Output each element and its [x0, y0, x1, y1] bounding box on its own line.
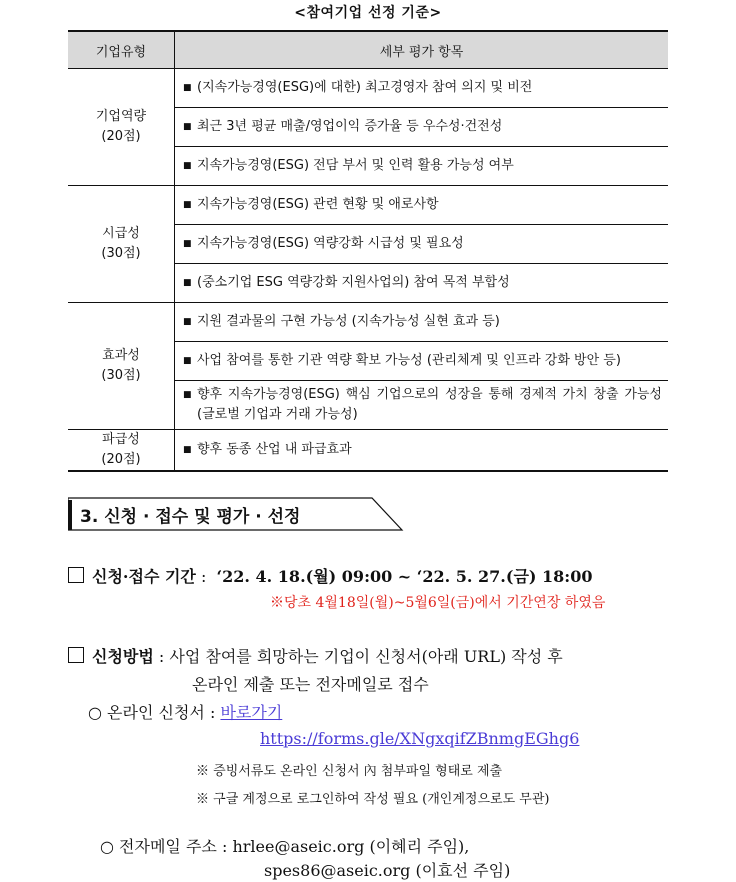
bullet-icon: ■: [183, 239, 192, 249]
note-google-login: ※ 구글 계정으로 로그인하여 작성 필요 (개인계정으로도 무관): [196, 792, 550, 807]
form-url-link[interactable]: https://forms.gle/XNgxqifZBnmgEGhg6: [260, 729, 580, 748]
group-cell: [68, 69, 175, 186]
email-row: [100, 834, 469, 857]
group-score: (20점): [101, 129, 141, 144]
col-header-items: 세부 평가 항목: [175, 31, 669, 69]
period-value: ‘22. 4. 18.(월) 09:00 ~ ‘22. 5. 27.(금) 18:00: [216, 567, 593, 586]
checkbox-icon: [68, 567, 84, 583]
method-text-2: 온라인 제출 또는 전자메일로 접수: [192, 675, 429, 694]
bullet-icon: ■: [183, 445, 192, 455]
method-row: [68, 644, 563, 667]
criteria-item: (중소기업 ESG 역량강화 지원사업의) 참여 목적 부합성: [197, 275, 510, 290]
group-score: (20점): [101, 452, 141, 467]
section-title: 3. 신청 · 접수 및 평가 · 선정: [80, 507, 301, 527]
period-row: [68, 564, 592, 587]
checkbox-icon: [68, 647, 84, 663]
bullet-icon: ■: [183, 200, 192, 210]
table-row: [68, 186, 668, 225]
section-header: [68, 496, 404, 532]
criteria-item: 사업 참여를 통한 기관 역량 확보 가능성 (관리체계 및 인프라 강화 방안 등): [197, 353, 621, 368]
online-label: ○ 온라인 신청서 :: [88, 703, 216, 722]
email-2[interactable]: spes86@aseic.org (이효선 주임): [264, 861, 511, 880]
criteria-item: 지속가능경영(ESG) 관련 현황 및 애로사항: [197, 197, 439, 212]
criteria-title: <참여기업 선정 기준>: [294, 5, 442, 21]
group-name: 효과성: [102, 348, 140, 363]
criteria-item: 지속가능경영(ESG) 역량강화 시급성 및 필요성: [197, 236, 464, 251]
method-label: 신청방법: [92, 647, 154, 666]
criteria-item: 지속가능경영(ESG) 전담 부서 및 인력 활용 가능성 여부: [197, 158, 514, 173]
criteria-item: 지원 결과물의 구현 가능성 (지속가능성 실현 효과 등): [197, 314, 500, 329]
bullet-icon: ■: [183, 356, 192, 366]
email-label: ○ 전자메일 주소 :: [100, 837, 228, 856]
group-score: (30점): [101, 368, 141, 383]
col-header-type: 기업유형: [68, 31, 175, 69]
criteria-item: 최근 3년 평균 매출/영업이익 증가율 등 우수성·건전성: [197, 119, 503, 134]
group-cell: [68, 430, 175, 472]
group-score: (30점): [101, 246, 141, 261]
table-row: [68, 69, 668, 108]
bullet-icon: ■: [183, 390, 192, 400]
period-colon: :: [195, 567, 207, 586]
criteria-item: 향후 지속가능경영(ESG) 핵심 기업으로의 성장을 통해 경제적 가치 창출 가능성 (글로벌 기업과 거래 가능성): [197, 387, 662, 422]
group-cell: [68, 303, 175, 430]
group-name: 시급성: [102, 226, 140, 241]
group-name: 파급성: [102, 432, 140, 447]
group-cell: [68, 186, 175, 303]
table-row: [68, 303, 668, 342]
bullet-icon: ■: [183, 317, 192, 327]
period-note: ※당초 4월18일(월)~5월6일(금)에서 기간연장 하였음: [270, 595, 606, 611]
online-row: [88, 700, 282, 723]
email-1[interactable]: hrlee@aseic.org (이혜리 주임),: [232, 837, 470, 856]
online-link[interactable]: 바로가기: [220, 703, 283, 722]
table-row: [68, 430, 668, 472]
note-evidence: ※ 증빙서류도 온라인 신청서 內 첨부파일 형태로 제출: [196, 764, 503, 779]
bullet-icon: ■: [183, 278, 192, 288]
method-text: : 사업 참여를 희망하는 기업이 신청서(아래 URL) 작성 후: [158, 647, 563, 666]
criteria-item: 향후 동종 산업 내 파급효과: [197, 442, 352, 457]
group-name: 기업역량: [95, 109, 147, 124]
criteria-table: [68, 30, 668, 472]
period-label: 신청·접수 기간: [92, 567, 196, 586]
bullet-icon: ■: [183, 83, 192, 93]
bullet-icon: ■: [183, 122, 192, 132]
criteria-item: (지속가능경영(ESG)에 대한) 최고경영자 참여 의지 및 비전: [197, 80, 533, 95]
bullet-icon: ■: [183, 161, 192, 171]
